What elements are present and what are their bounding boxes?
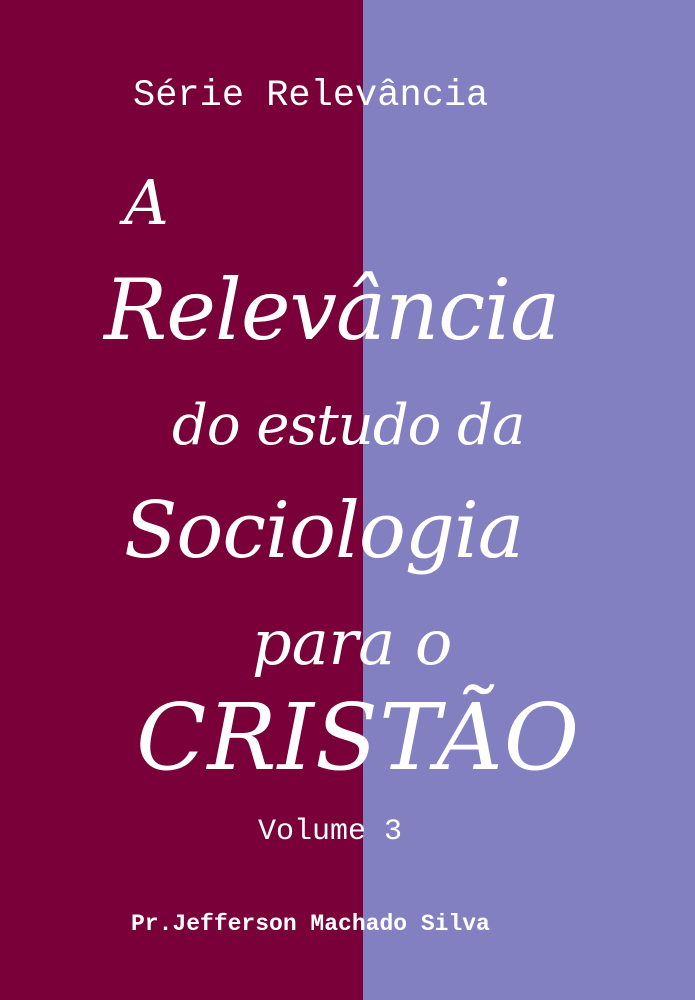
volume-label: Volume 3 — [258, 815, 403, 849]
title-line-5: para o — [252, 606, 453, 679]
title-line-2: Relevância — [104, 261, 560, 359]
title-line-6: CRISTÃO — [136, 684, 581, 791]
series-title: Série Relevância — [133, 75, 489, 117]
title-line-3: do estudo da — [172, 393, 525, 458]
title-line-1: A — [124, 166, 169, 239]
title-line-4: Sociologia — [124, 486, 524, 576]
author-name: Pr.Jefferson Machado Silva — [131, 911, 490, 937]
